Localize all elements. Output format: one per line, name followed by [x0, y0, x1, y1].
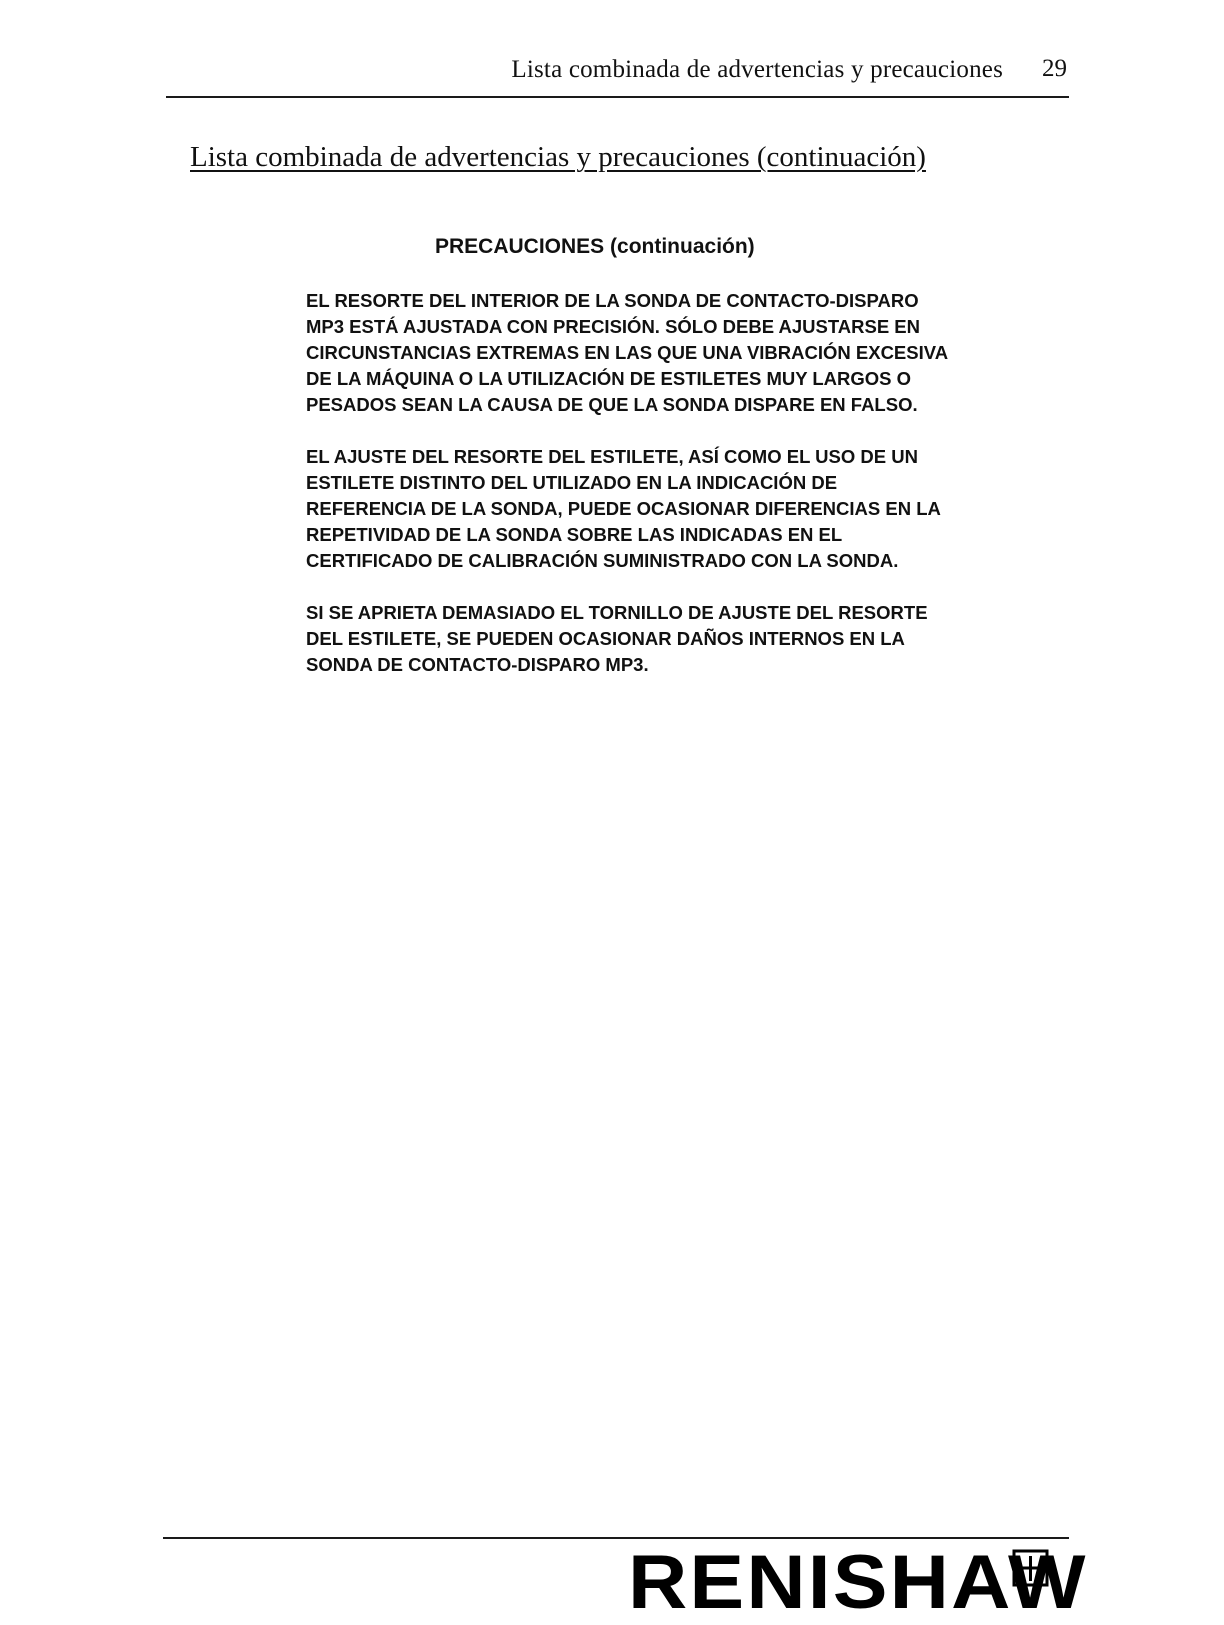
- section-title: Lista combinada de advertencias y precauciones (continuación): [190, 141, 926, 173]
- precautions-subheading: PRECAUCIONES (continuación): [435, 235, 755, 258]
- running-header: [166, 52, 1069, 98]
- renishaw-plus-box-icon: [1012, 1547, 1050, 1587]
- paragraph-line: SONDA DE CONTACTO-DISPARO MP3.: [306, 654, 649, 675]
- paragraph-line: PESADOS SEAN LA CAUSA DE QUE LA SONDA DISPARE EN FALSO.: [306, 394, 918, 415]
- paragraph-line: SI SE APRIETA DEMASIADO EL TORNILLO DE AJUSTE DEL RESORTE: [306, 602, 928, 623]
- precaution-paragraph-2: [306, 444, 1086, 574]
- paragraph-line: CERTIFICADO DE CALIBRACIÓN SUMINISTRADO CON LA SONDA.: [306, 550, 899, 571]
- running-header-title: Lista combinada de advertencias y precauciones: [511, 56, 1003, 83]
- paragraph-line: ESTILETE DISTINTO DEL UTILIZADO EN LA INDICACIÓN DE: [306, 472, 838, 493]
- precaution-paragraph-3: [306, 600, 1086, 678]
- renishaw-logo: [628, 1540, 1088, 1625]
- paragraph-line: REFERENCIA DE LA SONDA, PUEDE OCASIONAR DIFERENCIAS EN LA: [306, 498, 941, 519]
- paragraph-line: MP3 ESTÁ AJUSTADA CON PRECISIÓN. SÓLO DEBE AJUSTARSE EN: [306, 316, 921, 337]
- logo-text: RENISHAW: [628, 1540, 1088, 1625]
- paragraph-line: EL RESORTE DEL INTERIOR DE LA SONDA DE CONTACTO-DISPARO: [306, 290, 919, 311]
- paragraph-line: EL AJUSTE DEL RESORTE DEL ESTILETE, ASÍ COMO EL USO DE UN: [306, 446, 918, 467]
- paragraph-line: DEL ESTILETE, SE PUEDEN OCASIONAR DAÑOS INTERNOS EN LA: [306, 628, 905, 649]
- footer-rule: [163, 1537, 1069, 1539]
- paragraph-line: DE LA MÁQUINA O LA UTILIZACIÓN DE ESTILETES MUY LARGOS O: [306, 368, 912, 389]
- paragraph-line: CIRCUNSTANCIAS EXTREMAS EN LAS QUE UNA VIBRACIÓN EXCESIVA: [306, 342, 949, 363]
- precaution-paragraph-1: [306, 288, 1086, 418]
- page-number: 29: [1042, 55, 1067, 82]
- precautions-body: [306, 288, 1086, 704]
- paragraph-line: REPETIVIDAD DE LA SONDA SOBRE LAS INDICADAS EN EL: [306, 524, 843, 545]
